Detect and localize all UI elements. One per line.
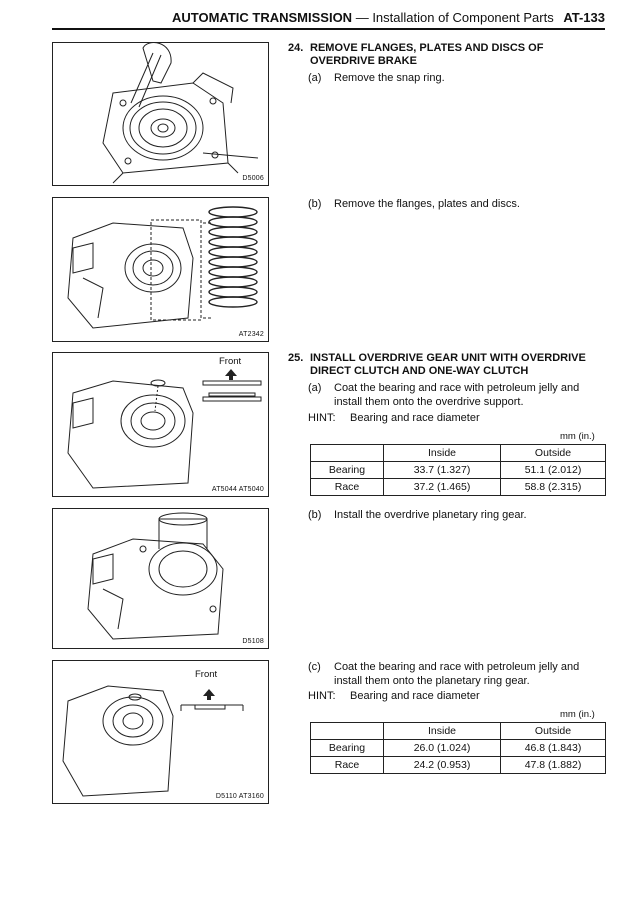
substep-label: (b) <box>308 198 322 210</box>
figure-code: AT5044 AT5040 <box>211 486 264 493</box>
unit-label-1: mm (in.) <box>560 431 595 442</box>
figure-code: D5006 <box>242 175 264 182</box>
table-cell: Bearing <box>311 462 384 479</box>
step-title: REMOVE FLANGES, PLATES AND DISCS OF OVERDRIVE BRAKE <box>310 42 544 67</box>
diameter-table-1 <box>310 444 606 496</box>
hint-label: HINT: <box>308 690 336 702</box>
table-header-row <box>311 723 606 740</box>
table-header-cell: Outside <box>501 723 606 740</box>
front-arrow-icon <box>225 369 237 380</box>
table-cell: 46.8 (1.843) <box>501 740 606 757</box>
substep-label: (c) <box>308 661 321 673</box>
figure-od-support-bearing <box>52 352 269 497</box>
front-arrow-icon <box>203 689 215 700</box>
figure-flanges-plates <box>52 197 269 342</box>
substep-text: Remove the flanges, plates and discs. <box>334 198 520 210</box>
hint-text: Bearing and race diameter <box>350 690 480 702</box>
figure-ring-gear-drawing <box>53 509 268 648</box>
table-row <box>311 479 606 496</box>
hint-text: Bearing and race diameter <box>350 412 480 424</box>
table-cell: 37.2 (1.465) <box>384 479 501 496</box>
front-label: Front <box>195 669 218 680</box>
figure-od-support-drawing <box>53 353 268 496</box>
hint-2 <box>308 690 480 702</box>
substep-text: Remove the snap ring. <box>334 72 445 84</box>
hint-label: HINT: <box>308 412 336 424</box>
substep-text: Coat the bearing and race with petroleum jelly and install them onto the overdrive support. <box>334 382 580 408</box>
table-cell: 47.8 (1.882) <box>501 757 606 774</box>
table-cell: Race <box>311 479 384 496</box>
front-label: Front <box>219 356 242 367</box>
figure-flanges-drawing <box>53 198 268 341</box>
table-cell: 24.2 (0.953) <box>384 757 501 774</box>
table-cell: Bearing <box>311 740 384 757</box>
unit-label-2: mm (in.) <box>560 709 595 720</box>
header-section: AUTOMATIC TRANSMISSION <box>172 10 353 25</box>
figure-snap-ring-drawing <box>53 43 268 185</box>
figure-ring-gear <box>52 508 269 649</box>
table-header-cell <box>311 445 384 462</box>
table-cell: Race <box>311 757 384 774</box>
header-subtitle: Installation of Component Parts <box>372 10 554 25</box>
substep-label: (b) <box>308 509 322 521</box>
table-cell: 33.7 (1.327) <box>384 462 501 479</box>
table-cell: 51.1 (2.012) <box>501 462 606 479</box>
figure-code: AT2342 <box>238 331 264 338</box>
page-number: AT-133 <box>563 10 605 25</box>
figure-ring-gear-bearing <box>52 660 269 804</box>
page-header <box>52 8 605 30</box>
table-cell: 26.0 (1.024) <box>384 740 501 757</box>
step-number: 25. <box>288 352 304 364</box>
substep-text: Install the overdrive planetary ring gear. <box>334 509 527 521</box>
header-title <box>172 10 554 25</box>
hint-1 <box>308 412 480 424</box>
table-header-cell: Inside <box>384 445 501 462</box>
diameter-table-2 <box>310 722 606 774</box>
step-title: INSTALL OVERDRIVE GEAR UNIT WITH OVERDRIVE DIRECT CLUTCH AND ONE-WAY CLUTCH <box>310 352 586 377</box>
table-header-cell: Outside <box>501 445 606 462</box>
figure-snap-ring <box>52 42 269 186</box>
header-dash: — <box>352 10 373 25</box>
step-number: 24. <box>288 42 304 54</box>
table-row <box>311 740 606 757</box>
substep-text: Coat the bearing and race with petroleum jelly and install them onto the planetary ring gear. <box>334 661 580 687</box>
figure-code: D5110 AT3160 <box>215 793 264 800</box>
table-row <box>311 757 606 774</box>
table-header-row <box>311 445 606 462</box>
table-header-cell: Inside <box>384 723 501 740</box>
table-header-cell <box>311 723 384 740</box>
figure-ring-gear-bearing-drawing <box>53 661 268 803</box>
figure-code: D5108 <box>242 638 264 645</box>
substep-label: (a) <box>308 382 322 394</box>
table-row <box>311 462 606 479</box>
substep-label: (a) <box>308 72 322 84</box>
table-cell: 58.8 (2.315) <box>501 479 606 496</box>
